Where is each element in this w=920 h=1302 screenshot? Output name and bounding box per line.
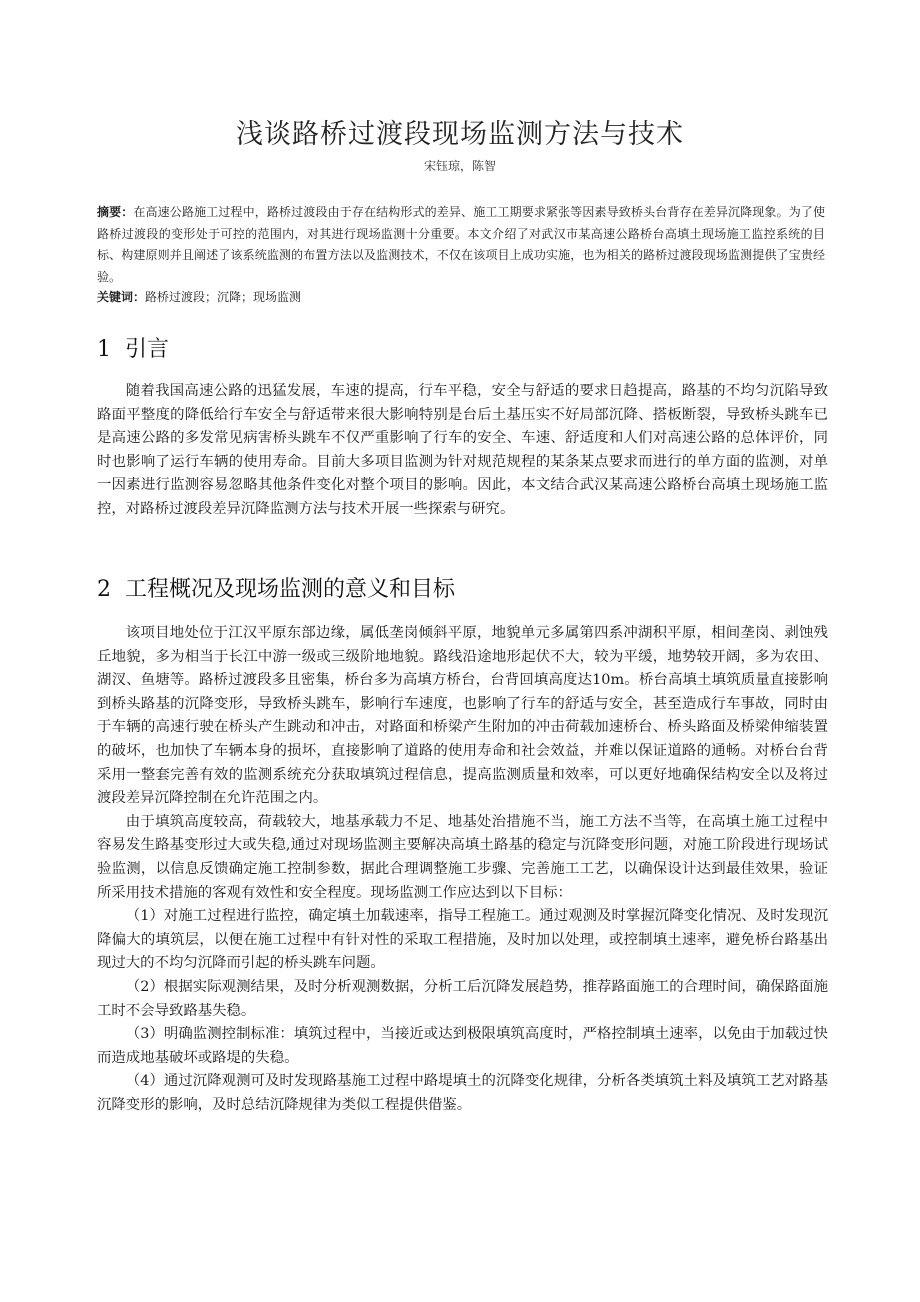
keywords: [97, 287, 825, 308]
section-2-body: [97, 622, 828, 1117]
section-2-goal-3: （3）明确监测控制标准：填筑过程中，当接近或达到极限填筑高度时，严格控制填土速率，以免由于加载过快而造成地基破坏或路堤的失稳。: [97, 1026, 828, 1066]
section-1-heading: [97, 332, 169, 363]
section-1-paragraph-1: 随着我国高速公路的迅猛发展，车速的提高，行车平稳，安全与舒适的要求日趋提高，路基的不均匀沉陷导致路面平整度的降低给行车安全与舒适带来很大影响特别是台后土基压实不好局部沉降、搭板断裂，导致桥头跳车已是高速公路的多发常见病害桥头跳车不仅严重影响了行车的安全、车速、舒适度和人们对高速公路的总体评价，同时也影响了运行车辆的使用寿命。目前大多项目监测为针对规范规程的某条某点要求而进行的单方面的监测，对单一因素进行监测容易忽略其他条件变化对整个项目的影响。因此，本文结合武汉某高速公路桥台高填土现场施工监控，对路桥过渡段差异沉降监测方法与技术开展一些探索与研究。: [97, 383, 828, 517]
keywords-text: 路桥过渡段；沉降；现场监测: [145, 290, 302, 304]
section-2-paragraph-2: 由于填筑高度较高，荷载较大，地基承载力不足、地基处治措施不当，施工方法不当等，在高填土施工过程中容易发生路基变形过大或失稳,通过对现场监测主要解决高填土路基的稳定与沉降变形问题，对施工阶段进行现场试验监测，以信息反馈确定施工控制参数，据此合理调整施工步骤、完善施工工艺，以确保设计达到最佳效果，验证所采用技术措施的客观有效性和安全程度。现场监测工作应达到以下目标：: [97, 813, 828, 901]
abstract-text: 在高速公路施工过程中，路桥过渡段由于存在结构形式的差异、施工工期要求紧张等因素导致桥头台背存在差异沉降现象。为了使路桥过渡段的变形处于可控的范围内，对其进行现场监测十分重要。本文介绍了对武汉市某高速公路桥台高填土现场施工监控系统的目标、构建原则并且阐述了该系统监测的布置方法以及监测技术，不仅在该项目上成功实施，也为相关的路桥过渡段现场监测提供了宝贵经验。: [97, 205, 825, 284]
section-2-paragraph-1: 该项目地处位于江汉平原东部边缘，属低垄岗倾斜平原，地貌单元多属第四系冲湖积平原，相间垄岗、剥蚀残丘地貌，多为相当于长江中游一级或三级阶地地貌。路线沿途地形起伏不大，较为平缓，地势较开阔，多为农田、湖汊、鱼塘等。路桥过渡段多且密集，桥台多为高填方桥台，台背回填高度达10m。桥台高填土填筑质量直接影响到桥头路基的沉降变形，导致桥头跳车，影响行车速度，也影响了行车的舒适与安全，甚至造成行车事故，同时由于车辆的高速行驶在桥头产生跳动和冲击，对路面和桥梁产生附加的冲击荷载加速桥台、桥头路面及桥梁伸缩装置的破坏，也加快了车辆本身的损坏，直接影响了道路的使用寿命和社会效益，并难以保证道路的通畅。对桥台台背采用一整套完善有效的监测系统充分获取填筑过程信息，提高监测质量和效率，可以更好地确保结构安全以及将过渡段差异沉降控制在允许范围之内。: [97, 625, 828, 807]
section-2-number: 2: [97, 577, 111, 602]
abstract: [97, 202, 825, 288]
section-2-title: 工程概况及现场监测的意义和目标: [125, 577, 456, 602]
paper-title: 浅谈路桥过渡段现场监测方法与技术: [236, 119, 684, 150]
section-2-heading: [97, 572, 455, 603]
paper-authors: 宋钰琼，陈智: [423, 159, 496, 173]
section-2-goal-2: （2）根据实际观测结果，及时分析观测数据，分析工后沉降发展趋势，推荐路面施工的合理时间，确保路面施工时不会导致路基失稳。: [97, 978, 828, 1019]
section-1-number: 1: [97, 337, 111, 362]
keywords-label: 关键词：: [97, 290, 146, 304]
abstract-label: 摘要：: [97, 205, 134, 219]
section-1-title: 引言: [125, 337, 170, 362]
section-2-goal-4: （4）通过沉降观测可及时发现路基施工过程中路堤填土的沉降变化规律，分析各类填筑土料及填筑工艺对路基沉降变形的影响，及时总结沉降规律为类似工程提供借鉴。: [97, 1073, 828, 1113]
section-1-body: [97, 380, 828, 522]
section-2-goal-1: （1）对施工过程进行监控，确定填土加载速率，指导工程施工。通过观测及时掌握沉降变化情况、及时发现沉降偏大的填筑层，以便在施工过程中有针对性的采取工程措施，及时加以处理，或控制填土速率，避免桥台路基出现过大的不均匀沉降而引起的桥头跳车问题。: [97, 908, 828, 972]
